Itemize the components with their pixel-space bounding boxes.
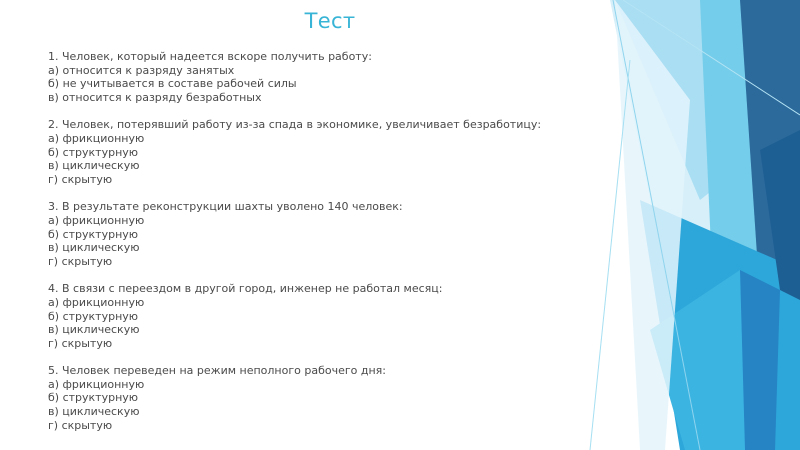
answer-option: а) фрикционную: [48, 213, 145, 227]
answer-option: а) фрикционную: [48, 295, 145, 309]
question-text: 5. Человек переведен на режим неполного рабочего дня:: [48, 364, 386, 378]
answer-option: г) скрытую: [48, 173, 113, 186]
answer-option: а) фрикционную: [48, 377, 145, 391]
question-text: 3. В результате реконструкции шахты уволено 140 человек:: [48, 200, 403, 214]
answer-option: б) структурную: [48, 309, 139, 323]
answer-option: г) скрытую: [48, 254, 113, 268]
answer-option: б) не учитывается в составе рабочей силы: [48, 77, 297, 91]
spacer: [48, 187, 608, 201]
answer-option: а) относится к разряду занятых: [48, 63, 235, 77]
spacer: [48, 105, 608, 119]
answer-option: в) циклическую: [48, 159, 140, 173]
answer-option: в) относится к разряду безработных: [48, 91, 262, 105]
answer-option: в) циклическую: [48, 323, 140, 337]
question-block: [48, 50, 608, 105]
slide-title: Тест: [304, 9, 356, 33]
answer-option: в) циклическую: [48, 241, 140, 255]
answer-option: б) структурную: [48, 145, 139, 159]
question-text: 2. Человек, потерявший работу из-за спада в экономике, увеличивает безработицу:: [48, 118, 542, 132]
deco-blue-inset: [740, 270, 780, 450]
answer-option: б) структурную: [48, 391, 139, 405]
answer-option: б) структурную: [48, 227, 139, 241]
question-block: [48, 282, 608, 350]
answer-option: а) фрикционную: [48, 131, 145, 145]
spacer: [48, 351, 608, 365]
question-text: 1. Человек, который надеется вскоре получить работу:: [48, 50, 372, 63]
question-text: 4. В связи с переездом в другой город, инженер не работал месяц:: [48, 282, 443, 296]
question-block: [48, 200, 608, 268]
test-questions: [48, 50, 608, 433]
question-block: [48, 364, 608, 432]
answer-option: г) скрытую: [48, 418, 113, 432]
answer-option: г) скрытую: [48, 336, 113, 350]
spacer: [48, 269, 608, 283]
question-block: [48, 118, 608, 186]
answer-option: в) циклическую: [48, 405, 140, 419]
